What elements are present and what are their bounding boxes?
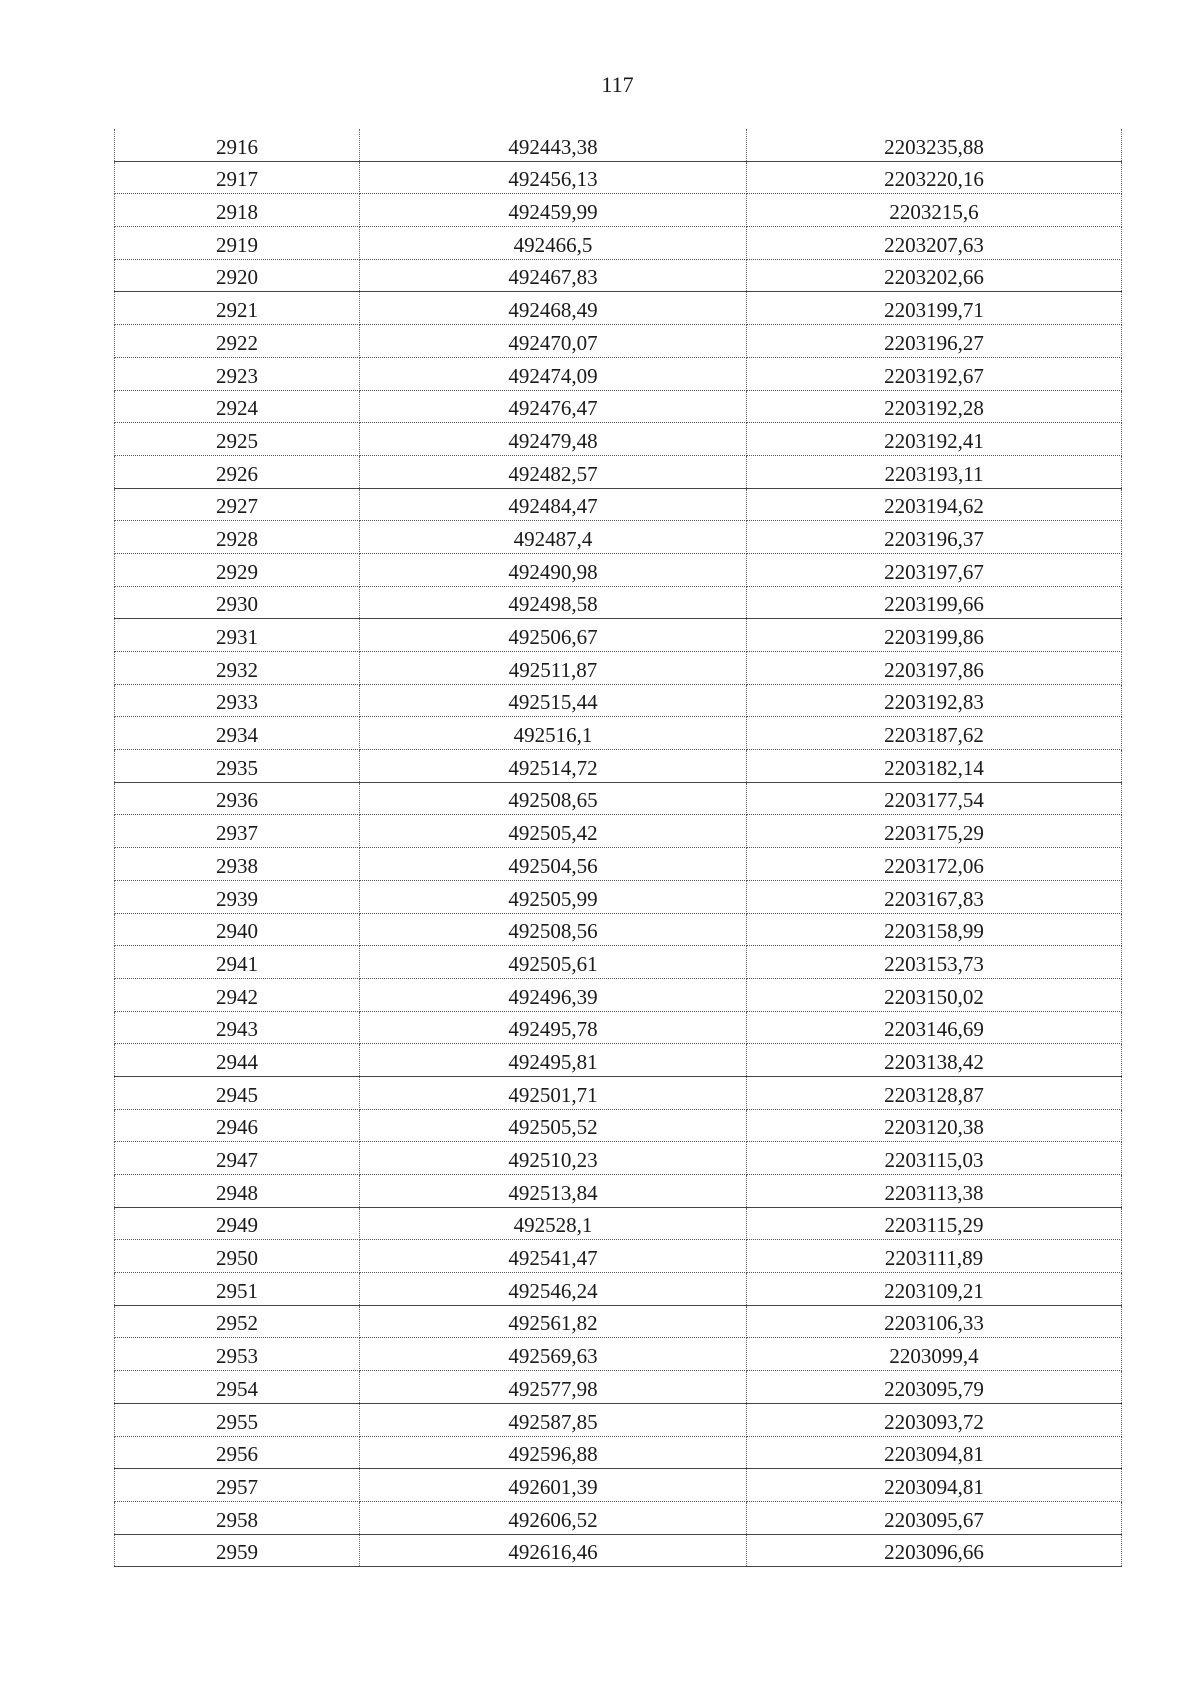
table-row <box>115 325 1122 358</box>
point-number-cell: 2943 <box>115 1011 360 1044</box>
x-coordinate-cell: 492516,1 <box>360 717 747 750</box>
x-coordinate-cell: 492466,5 <box>360 227 747 260</box>
x-coordinate-cell: 492496,39 <box>360 978 747 1011</box>
point-number-cell: 2929 <box>115 553 360 586</box>
y-coordinate-cell: 2203215,6 <box>747 194 1122 227</box>
table-row <box>115 1076 1122 1109</box>
y-coordinate-cell: 2203194,62 <box>747 488 1122 521</box>
x-coordinate-cell: 492569,63 <box>360 1338 747 1371</box>
table-row <box>115 946 1122 979</box>
x-coordinate-cell: 492474,09 <box>360 357 747 390</box>
x-coordinate-cell: 492470,07 <box>360 325 747 358</box>
table-row <box>115 782 1122 815</box>
x-coordinate-cell: 492515,44 <box>360 684 747 717</box>
y-coordinate-cell: 2203199,86 <box>747 619 1122 652</box>
point-number-cell: 2921 <box>115 292 360 325</box>
y-coordinate-cell: 2203207,63 <box>747 227 1122 260</box>
point-number-cell: 2953 <box>115 1338 360 1371</box>
point-number-cell: 2956 <box>115 1436 360 1469</box>
point-number-cell: 2923 <box>115 357 360 390</box>
y-coordinate-cell: 2203177,54 <box>747 782 1122 815</box>
x-coordinate-cell: 492505,99 <box>360 880 747 913</box>
x-coordinate-cell: 492505,61 <box>360 946 747 979</box>
y-coordinate-cell: 2203192,67 <box>747 357 1122 390</box>
y-coordinate-cell: 2203196,37 <box>747 521 1122 554</box>
point-number-cell: 2916 <box>115 129 360 161</box>
x-coordinate-cell: 492606,52 <box>360 1501 747 1534</box>
point-number-cell: 2932 <box>115 652 360 685</box>
table-row <box>115 259 1122 292</box>
table-row <box>115 129 1122 161</box>
table-row <box>115 586 1122 619</box>
y-coordinate-cell: 2203146,69 <box>747 1011 1122 1044</box>
table-row <box>115 1534 1122 1567</box>
x-coordinate-cell: 492498,58 <box>360 586 747 619</box>
table-row <box>115 1305 1122 1338</box>
point-number-cell: 2933 <box>115 684 360 717</box>
table-row <box>115 1469 1122 1502</box>
table-row <box>115 1338 1122 1371</box>
y-coordinate-cell: 2203099,4 <box>747 1338 1122 1371</box>
table-row <box>115 1403 1122 1436</box>
point-number-cell: 2940 <box>115 913 360 946</box>
y-coordinate-cell: 2203094,81 <box>747 1436 1122 1469</box>
y-coordinate-cell: 2203172,06 <box>747 848 1122 881</box>
x-coordinate-cell: 492511,87 <box>360 652 747 685</box>
point-number-cell: 2931 <box>115 619 360 652</box>
y-coordinate-cell: 2203115,29 <box>747 1207 1122 1240</box>
point-number-cell: 2954 <box>115 1371 360 1404</box>
y-coordinate-cell: 2203167,83 <box>747 880 1122 913</box>
y-coordinate-cell: 2203192,41 <box>747 423 1122 456</box>
x-coordinate-cell: 492459,99 <box>360 194 747 227</box>
table-row <box>115 1273 1122 1306</box>
table-row <box>115 815 1122 848</box>
table-row <box>115 848 1122 881</box>
table-row <box>115 161 1122 194</box>
table-row <box>115 913 1122 946</box>
table-row <box>115 357 1122 390</box>
table-row <box>115 1044 1122 1077</box>
point-number-cell: 2958 <box>115 1501 360 1534</box>
point-number-cell: 2919 <box>115 227 360 260</box>
y-coordinate-cell: 2203196,27 <box>747 325 1122 358</box>
table-row <box>115 1142 1122 1175</box>
x-coordinate-cell: 492505,42 <box>360 815 747 848</box>
point-number-cell: 2924 <box>115 390 360 423</box>
table-row <box>115 978 1122 1011</box>
y-coordinate-cell: 2203106,33 <box>747 1305 1122 1338</box>
table-row <box>115 1240 1122 1273</box>
x-coordinate-cell: 492508,65 <box>360 782 747 815</box>
table-row <box>115 1436 1122 1469</box>
point-number-cell: 2950 <box>115 1240 360 1273</box>
point-number-cell: 2927 <box>115 488 360 521</box>
x-coordinate-cell: 492467,83 <box>360 259 747 292</box>
table-row <box>115 194 1122 227</box>
y-coordinate-cell: 2203197,86 <box>747 652 1122 685</box>
page-number: 117 <box>601 72 634 97</box>
x-coordinate-cell: 492495,81 <box>360 1044 747 1077</box>
point-number-cell: 2955 <box>115 1403 360 1436</box>
y-coordinate-cell: 2203115,03 <box>747 1142 1122 1175</box>
y-coordinate-cell: 2203158,99 <box>747 913 1122 946</box>
point-number-cell: 2941 <box>115 946 360 979</box>
y-coordinate-cell: 2203111,89 <box>747 1240 1122 1273</box>
table-row <box>115 553 1122 586</box>
x-coordinate-cell: 492541,47 <box>360 1240 747 1273</box>
table-row <box>115 227 1122 260</box>
y-coordinate-cell: 2203197,67 <box>747 553 1122 586</box>
table-row <box>115 1371 1122 1404</box>
x-coordinate-cell: 492484,47 <box>360 488 747 521</box>
x-coordinate-cell: 492501,71 <box>360 1076 747 1109</box>
y-coordinate-cell: 2203192,83 <box>747 684 1122 717</box>
table-row <box>115 717 1122 750</box>
y-coordinate-cell: 2203095,67 <box>747 1501 1122 1534</box>
table-row <box>115 390 1122 423</box>
y-coordinate-cell: 2203096,66 <box>747 1534 1122 1567</box>
x-coordinate-cell: 492561,82 <box>360 1305 747 1338</box>
x-coordinate-cell: 492587,85 <box>360 1403 747 1436</box>
point-number-cell: 2939 <box>115 880 360 913</box>
y-coordinate-cell: 2203175,29 <box>747 815 1122 848</box>
table-row <box>115 1109 1122 1142</box>
table-row <box>115 684 1122 717</box>
x-coordinate-cell: 492479,48 <box>360 423 747 456</box>
point-number-cell: 2957 <box>115 1469 360 1502</box>
y-coordinate-cell: 2203153,73 <box>747 946 1122 979</box>
point-number-cell: 2926 <box>115 455 360 488</box>
x-coordinate-cell: 492546,24 <box>360 1273 747 1306</box>
point-number-cell: 2936 <box>115 782 360 815</box>
table-row <box>115 619 1122 652</box>
y-coordinate-cell: 2203199,71 <box>747 292 1122 325</box>
point-number-cell: 2951 <box>115 1273 360 1306</box>
y-coordinate-cell: 2203094,81 <box>747 1469 1122 1502</box>
y-coordinate-cell: 2203095,79 <box>747 1371 1122 1404</box>
x-coordinate-cell: 492504,56 <box>360 848 747 881</box>
x-coordinate-cell: 492456,13 <box>360 161 747 194</box>
y-coordinate-cell: 2203128,87 <box>747 1076 1122 1109</box>
table-row <box>115 292 1122 325</box>
x-coordinate-cell: 492505,52 <box>360 1109 747 1142</box>
table-row <box>115 488 1122 521</box>
point-number-cell: 2917 <box>115 161 360 194</box>
y-coordinate-cell: 2203093,72 <box>747 1403 1122 1436</box>
point-number-cell: 2952 <box>115 1305 360 1338</box>
y-coordinate-cell: 2203182,14 <box>747 750 1122 783</box>
y-coordinate-cell: 2203220,16 <box>747 161 1122 194</box>
y-coordinate-cell: 2203138,42 <box>747 1044 1122 1077</box>
x-coordinate-cell: 492490,98 <box>360 553 747 586</box>
point-number-cell: 2930 <box>115 586 360 619</box>
x-coordinate-cell: 492508,56 <box>360 913 747 946</box>
point-number-cell: 2938 <box>115 848 360 881</box>
coordinates-table-body <box>115 129 1122 1567</box>
table-row <box>115 1207 1122 1240</box>
point-number-cell: 2944 <box>115 1044 360 1077</box>
x-coordinate-cell: 492616,46 <box>360 1534 747 1567</box>
point-number-cell: 2942 <box>115 978 360 1011</box>
point-number-cell: 2948 <box>115 1175 360 1208</box>
x-coordinate-cell: 492482,57 <box>360 455 747 488</box>
x-coordinate-cell: 492506,67 <box>360 619 747 652</box>
table-row <box>115 1501 1122 1534</box>
y-coordinate-cell: 2203202,66 <box>747 259 1122 292</box>
y-coordinate-cell: 2203235,88 <box>747 129 1122 161</box>
x-coordinate-cell: 492577,98 <box>360 1371 747 1404</box>
x-coordinate-cell: 492510,23 <box>360 1142 747 1175</box>
point-number-cell: 2918 <box>115 194 360 227</box>
x-coordinate-cell: 492601,39 <box>360 1469 747 1502</box>
x-coordinate-cell: 492596,88 <box>360 1436 747 1469</box>
point-number-cell: 2949 <box>115 1207 360 1240</box>
y-coordinate-cell: 2203187,62 <box>747 717 1122 750</box>
point-number-cell: 2934 <box>115 717 360 750</box>
point-number-cell: 2945 <box>115 1076 360 1109</box>
x-coordinate-cell: 492443,38 <box>360 129 747 161</box>
y-coordinate-cell: 2203120,38 <box>747 1109 1122 1142</box>
table-row <box>115 1011 1122 1044</box>
y-coordinate-cell: 2203150,02 <box>747 978 1122 1011</box>
table-row <box>115 455 1122 488</box>
point-number-cell: 2928 <box>115 521 360 554</box>
point-number-cell: 2925 <box>115 423 360 456</box>
point-number-cell: 2935 <box>115 750 360 783</box>
x-coordinate-cell: 492468,49 <box>360 292 747 325</box>
table-row <box>115 750 1122 783</box>
y-coordinate-cell: 2203199,66 <box>747 586 1122 619</box>
x-coordinate-cell: 492514,72 <box>360 750 747 783</box>
point-number-cell: 2937 <box>115 815 360 848</box>
point-number-cell: 2959 <box>115 1534 360 1567</box>
table-row <box>115 652 1122 685</box>
y-coordinate-cell: 2203109,21 <box>747 1273 1122 1306</box>
x-coordinate-cell: 492476,47 <box>360 390 747 423</box>
coordinates-table <box>114 129 1122 1567</box>
x-coordinate-cell: 492487,4 <box>360 521 747 554</box>
table-row <box>115 880 1122 913</box>
table-row <box>115 521 1122 554</box>
x-coordinate-cell: 492528,1 <box>360 1207 747 1240</box>
table-row <box>115 423 1122 456</box>
x-coordinate-cell: 492513,84 <box>360 1175 747 1208</box>
y-coordinate-cell: 2203193,11 <box>747 455 1122 488</box>
table-row <box>115 1175 1122 1208</box>
point-number-cell: 2947 <box>115 1142 360 1175</box>
x-coordinate-cell: 492495,78 <box>360 1011 747 1044</box>
point-number-cell: 2946 <box>115 1109 360 1142</box>
y-coordinate-cell: 2203113,38 <box>747 1175 1122 1208</box>
point-number-cell: 2920 <box>115 259 360 292</box>
y-coordinate-cell: 2203192,28 <box>747 390 1122 423</box>
point-number-cell: 2922 <box>115 325 360 358</box>
